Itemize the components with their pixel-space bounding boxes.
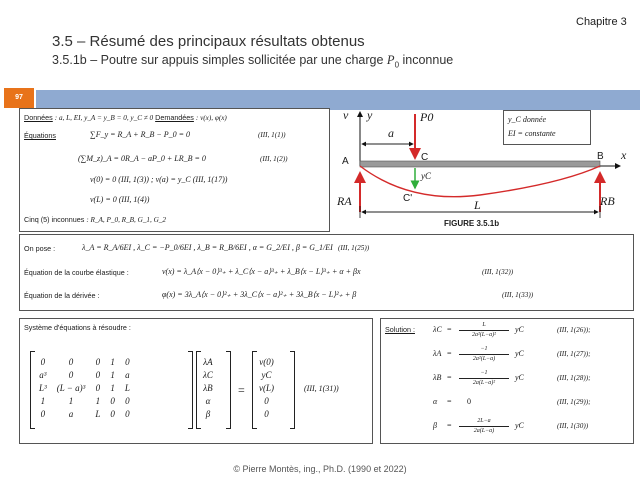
axis-x-label: x (621, 148, 627, 162)
matrix-cell: 0 (125, 408, 130, 419)
matrix-row (34, 368, 135, 381)
pose-definitions-ref: (III, 1(25)) (338, 244, 370, 252)
note-line-2: EI = constante (508, 129, 556, 138)
reaction-a-label: RA (337, 194, 352, 208)
equations-label: Équations (24, 131, 56, 140)
solution-factor: yC (515, 373, 524, 382)
unknowns-vector (198, 355, 218, 420)
page-number: 97 (15, 94, 23, 101)
matrix-cell: (L − a)³ (56, 382, 86, 393)
reaction-b-label: RB (600, 194, 615, 208)
vector-row (198, 394, 218, 407)
matrix-cell: 1 (110, 356, 115, 367)
data-box (19, 108, 330, 232)
system-box (19, 318, 373, 444)
page-number-badge (4, 88, 34, 108)
vector-cell: β (205, 408, 211, 419)
unknowns-value: : R_A, P_0, R_B, G_1, G_2 (86, 216, 166, 224)
matrix-cell: 1 (40, 395, 46, 406)
page-subtitle (52, 53, 453, 70)
point-c-prime-label: C' (403, 193, 413, 204)
derivee-label: Équation de la dérivée : (24, 291, 100, 300)
equation-2-ref: (III, 1(2)) (260, 155, 288, 163)
dimension-a-label: a (388, 126, 394, 140)
solution-row (433, 321, 629, 341)
donnees-value: : a, L, EI, y_A = y_B = 0, y_C ≠ 0 (54, 114, 154, 122)
matrix-cell: a³ (39, 369, 47, 380)
solution-row (433, 345, 629, 365)
matrix-cell: 0 (40, 408, 46, 419)
figure-caption: FIGURE 3.5.1b (444, 219, 500, 228)
system-label: Système d'équations à résoudre : (24, 323, 131, 332)
matrix-cell: 0 (68, 356, 74, 367)
axis-v-label: v (343, 108, 349, 122)
subtitle-symbol: P (386, 53, 395, 67)
solution-ref: (III, 1(30)) (557, 422, 589, 430)
matrix-cell: 0 (110, 408, 115, 419)
solution-ref: (III, 1(27)); (557, 350, 591, 358)
derivee-equation: φ(x) = 3λ_A⟨x − 0⟩²₊ + 3λ_C⟨x − a⟩²₊ + 3λ_B⟨x − L⟩²₊ + β (162, 290, 357, 299)
matrix-row (34, 407, 135, 420)
subtitle-text: 3.5.1b – Poutre sur appuis simples sollicitée par une charge (52, 53, 387, 67)
equation-3: v(0) = 0 (III, 1(3)) ; v(a) = y_C (III, 1(17)) (90, 175, 228, 184)
pose-box (19, 234, 634, 311)
rhs-bracket-right (290, 351, 295, 429)
donnees-label: Données (24, 113, 53, 122)
matrix-cell: 1 (95, 395, 101, 406)
matrix-cell: 0 (95, 369, 101, 380)
solution-plain: 0 (467, 397, 471, 406)
point-c-label: C (421, 152, 429, 163)
unknowns-line (24, 216, 166, 224)
point-a-label: A (342, 156, 349, 167)
subtitle-sub: 0 (394, 60, 400, 70)
elastic-label: Équation de la courbe élastique : (24, 268, 129, 277)
vector-row (254, 368, 279, 381)
page-title: 3.5 – Résumé des principaux résultats obtenus (52, 33, 365, 50)
vector-row (198, 355, 218, 368)
donnees-line (24, 114, 227, 122)
solution-row (433, 417, 629, 437)
length-label: L (474, 198, 481, 212)
matrix-row (34, 394, 135, 407)
unknowns-bracket-right (226, 351, 231, 429)
vector-row (254, 381, 279, 394)
matrix-cell: 0 (95, 356, 101, 367)
elastic-ref: (III, 1(32)) (482, 268, 514, 276)
vector-row (198, 368, 218, 381)
vector-row (254, 355, 279, 368)
deflected-shape (360, 166, 600, 197)
matrix-cell: 1 (110, 382, 115, 393)
matrix-cell: 1 (68, 395, 74, 406)
solution-lhs: α (433, 397, 438, 406)
vector-row (254, 407, 279, 420)
solution-ref: (III, 1(29)); (557, 398, 591, 406)
vector-cell: yC (261, 369, 272, 380)
vector-cell: 0 (264, 408, 269, 419)
solution-num: −1 (480, 370, 488, 376)
vector-cell: 0 (264, 395, 269, 406)
solution-label: Solution : (385, 325, 415, 334)
matrix-cell: L (95, 408, 101, 419)
solution-factor: yC (515, 421, 524, 430)
solution-den: 2a²(L−a) (472, 356, 496, 362)
beam (360, 161, 600, 167)
fraction-bar (459, 354, 509, 355)
load-label: P0 (420, 110, 434, 124)
pose-definitions: λ_A = R_A/6EI , λ_C = −P_0/6EI , λ_B = R_B/6EI , α = G_2/EI , β = G_1/EI (82, 243, 333, 252)
beam-diagram (330, 100, 638, 235)
diagram-note (503, 110, 591, 145)
subtitle-text-end: inconnue (399, 53, 454, 67)
matrix-row (34, 381, 135, 394)
matrix-cell: 0 (68, 369, 74, 380)
equation-2: (∑M_z)_A = 0R_A − aP_0 + LR_B = 0 (78, 154, 206, 163)
equation-1: ∑F_y = R_A + R_B − P_0 = 0 (90, 130, 191, 139)
matrix-cell: 0 (125, 395, 130, 406)
solution-ref: (III, 1(28)); (557, 374, 591, 382)
matrix-cell: 0 (110, 395, 115, 406)
solution-eq: = (447, 373, 452, 382)
matrix-cell: L³ (39, 382, 47, 393)
solution-row (433, 369, 629, 389)
matrix-bracket-right (188, 351, 193, 429)
solution-num: 2L−a (477, 418, 491, 424)
equals-sign: = (238, 383, 245, 397)
solution-factor: yC (515, 325, 524, 334)
solution-den: 2a(L−a) (473, 428, 495, 434)
solution-eq: = (447, 325, 452, 334)
matrix-cell: 1 (110, 369, 115, 380)
matrix-cell: a (125, 369, 130, 380)
vector-row (254, 394, 279, 407)
solution-eq: = (447, 349, 452, 358)
solution-den: 2a(L−a)² (472, 380, 496, 386)
chapter-label: Chapitre 3 (576, 16, 627, 28)
solution-lhs: β (433, 421, 437, 430)
equation-4: v(L) = 0 (III, 1(4)) (90, 195, 150, 204)
equation-1-ref: (III, 1(1)) (258, 131, 286, 139)
solution-factor: yC (515, 349, 524, 358)
fraction-bar (459, 426, 509, 427)
vector-cell: v(L) (259, 382, 274, 393)
vector-cell: λB (203, 382, 213, 393)
pose-label: On pose : (24, 244, 56, 253)
solution-lhs: λC (433, 325, 442, 334)
unknowns-label: Cinq (5) inconnues (24, 215, 85, 224)
matrix-cell: a (68, 408, 74, 419)
deflection-label: yC (421, 171, 431, 181)
demandees-value: : v(x), φ(x) (195, 114, 227, 122)
matrix-cell: 0 (40, 356, 46, 367)
vector-row (198, 407, 218, 420)
solution-ref: (III, 1(26)); (557, 326, 591, 334)
vector-cell: v(0) (259, 356, 274, 367)
solution-box (380, 318, 634, 444)
axis-y-label: y (367, 108, 373, 122)
note-line-1: y_C donnée (508, 115, 546, 124)
rhs-vector (254, 355, 279, 420)
solution-num: −1 (480, 346, 488, 352)
solution-lhs: λB (433, 373, 442, 382)
coefficient-matrix (34, 355, 135, 420)
derivee-ref: (III, 1(33)) (502, 291, 534, 299)
solution-den: 2a²(L−a)² (472, 332, 496, 338)
fraction-bar (459, 330, 509, 331)
matrix-cell: 0 (95, 382, 101, 393)
footer-copyright: © Pierre Montès, ing., Ph.D. (1990 et 2022) (233, 464, 407, 474)
point-b-label: B (597, 151, 604, 162)
matrix-row (34, 355, 135, 368)
solution-eq: = (447, 421, 452, 430)
solution-num: L (482, 322, 486, 328)
solution-row (433, 393, 629, 413)
vector-row (198, 381, 218, 394)
elastic-equation: v(x) = λ_A⟨x − 0⟩³₊ + λ_C⟨x − a⟩³₊ + λ_B⟨x − L⟩³₊ + α + βx (162, 267, 361, 276)
matrix-cell: 0 (125, 356, 130, 367)
vector-cell: α (205, 395, 211, 406)
vector-cell: λA (203, 356, 213, 367)
solution-lhs: λA (433, 349, 442, 358)
solution-eq: = (447, 397, 452, 406)
system-ref: (III, 1(31)) (304, 384, 339, 393)
vector-cell: λC (203, 369, 213, 380)
matrix-cell: L (124, 382, 130, 393)
demandees-label: Demandées (155, 113, 194, 122)
fraction-bar (459, 378, 509, 379)
